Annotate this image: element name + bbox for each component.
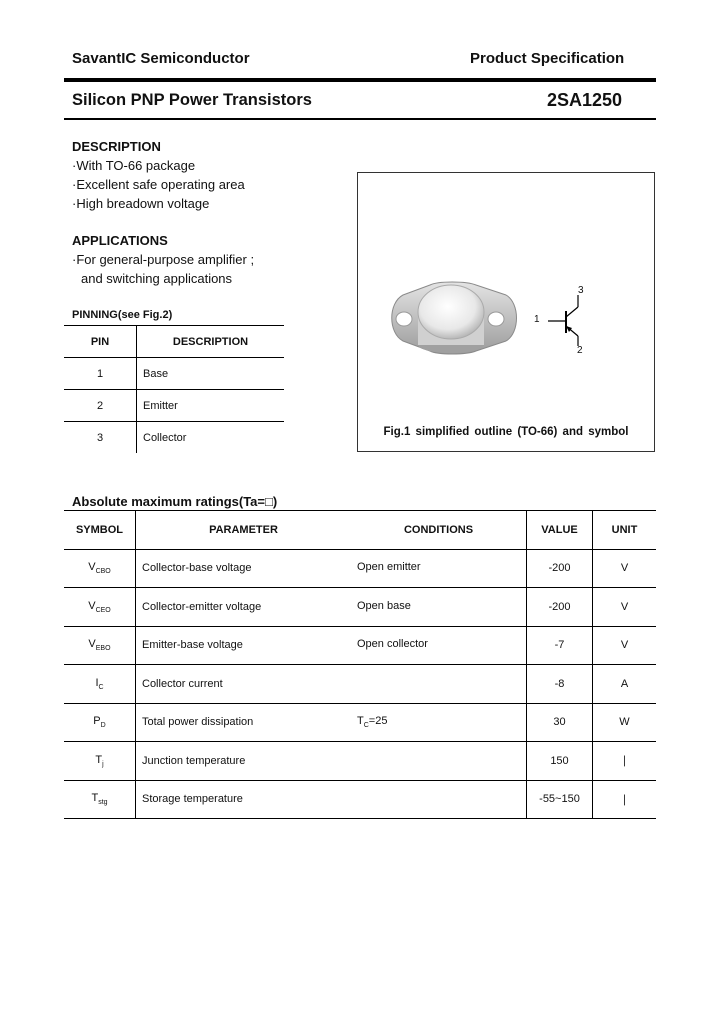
symbol-cell [64,703,136,742]
parameter-cell: Collector-emitter voltage [142,600,262,613]
symbol-subscript: CEO [95,606,111,614]
table-row [64,780,656,819]
condition-text: Open emitter [357,561,421,574]
symbol-letter: P [93,715,101,728]
conditions-cell [351,780,527,819]
pinning-table [64,325,284,453]
description-item: ·High breadown voltage [72,196,210,211]
symbol-subscript: stg [98,799,108,807]
description-heading: DESCRIPTION [72,139,161,154]
symbol-subscript: C [98,683,104,691]
parameter-cell: Collector current [142,677,223,690]
parameter-cell: Junction temperature [142,754,246,767]
conditions-cell [351,588,527,627]
applications-heading: APPLICATIONS [72,233,168,248]
symbol-cell [64,588,136,627]
unit-cell: V [620,600,629,613]
symbol-letter: T [95,753,103,766]
unit-cell: W [619,716,630,729]
condition-text: Open collector [357,638,428,651]
symbol-subscript: EBO [95,645,111,653]
value-cell: -55~150 [527,780,593,819]
value-cell: -200 [527,549,593,588]
ratings-heading: Absolute maximum ratings(Ta=□) [72,494,278,509]
conditions-cell [351,549,527,588]
unit-cell: V [620,562,629,575]
header-rule-bottom [64,118,656,120]
symbol-pin-label: 3 [578,285,584,296]
header-rule-top [64,78,656,82]
description-item: ·With TO-66 package [72,158,196,173]
column-header: UNIT [611,523,638,536]
parameter-cell: Storage temperature [142,793,243,806]
symbol-cell [64,780,136,819]
conditions-cell [351,703,527,742]
ratings-table [64,510,656,819]
pin-number: 3 [64,422,137,454]
symbol-pin-label: 1 [534,314,540,325]
table-row [64,703,656,742]
symbol-subscript: CBO [95,568,111,576]
condition-subscript: C [363,722,369,730]
pin-description: Base [143,367,169,380]
table-row [64,742,656,781]
table-row [64,422,284,454]
symbol-letter: V [88,638,96,651]
condition-text: Open base [357,599,411,612]
unit-cell: A [620,677,629,690]
symbol-letter: T [91,792,99,805]
value-cell: 150 [527,742,593,781]
table-row [64,358,284,390]
pin-number: 1 [64,358,137,390]
pin-description: Collector [143,431,187,444]
value-cell: 30 [527,703,593,742]
value-cell: -7 [527,626,593,665]
symbol-letter: V [88,561,96,574]
symbol-cell [64,665,136,704]
column-header: DESCRIPTION [172,335,249,348]
condition-tail: =25 [368,715,388,728]
column-header: VALUE [527,511,593,550]
column-header: PARAMETER [209,523,278,536]
unit-cell: ∣ [621,755,628,768]
company-name: SavantIC Semiconductor [72,50,250,67]
description-item: ·Excellent safe operating area [72,177,245,192]
part-number: 2SA1250 [547,90,623,110]
condition-text: T [357,715,364,728]
table-header-row [64,511,656,550]
figure-box [357,172,655,452]
symbol-subscript: D [100,722,106,730]
symbol-cell [64,549,136,588]
pinning-heading: PINNING(see Fig.2) [72,309,173,321]
figure-caption: Fig.1 simplified outline (TO-66) and symbol [383,426,629,438]
conditions-cell [351,742,527,781]
symbol-letter: V [88,599,96,612]
applications-item: ·For general-purpose amplifier ; [72,252,255,267]
document-type: Product Specification [470,50,625,67]
parameter-cell: Total power dissipation [142,716,254,729]
conditions-cell [351,626,527,665]
unit-cell: V [620,639,629,652]
parameter-cell: Emitter-base voltage [142,639,243,652]
pin-number: 2 [64,390,137,422]
value-cell: -8 [527,665,593,704]
column-header: SYMBOL [64,511,136,550]
conditions-cell [351,665,527,704]
table-row [64,626,656,665]
table-header-row [64,326,284,358]
table-row [64,665,656,704]
table-row [64,390,284,422]
symbol-cell [64,626,136,665]
unit-cell: ∣ [621,793,628,806]
pin-description: Emitter [143,399,178,412]
symbol-letter: I [95,676,99,689]
value-cell: -200 [527,588,593,627]
applications-item: and switching applications [81,271,233,286]
column-header: CONDITIONS [351,511,527,550]
symbol-pin-label: 2 [577,345,583,356]
column-header: PIN [64,326,137,358]
parameter-cell: Collector-base voltage [142,562,252,575]
document-title: Silicon PNP Power Transistors [72,91,312,109]
symbol-cell [64,742,136,781]
table-row [64,549,656,588]
symbol-subscript: j [102,760,104,768]
table-row [64,588,656,627]
pnp-transistor-symbol [358,173,654,451]
